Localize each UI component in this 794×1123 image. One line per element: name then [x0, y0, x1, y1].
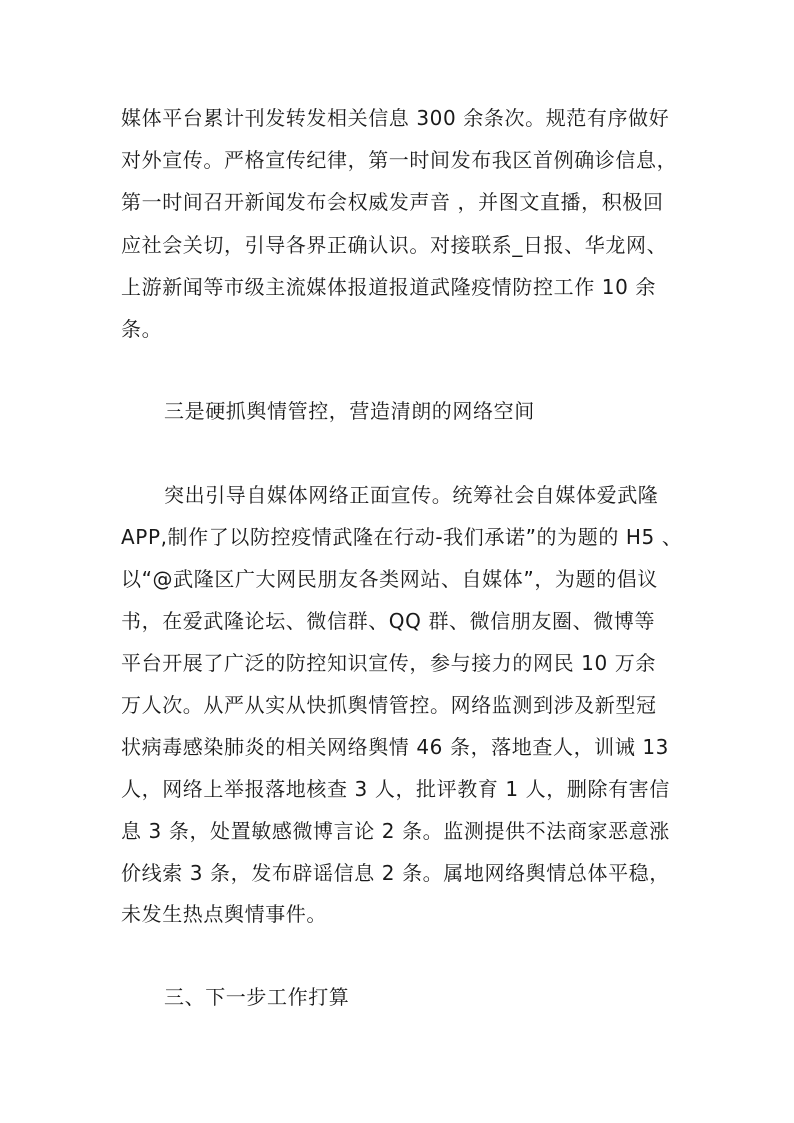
paragraph-2-line-6: 万人次。从严从实从快抓舆情管控。网络监测到涉及新型冠	[121, 693, 657, 717]
paragraph-1-line-1: 媒体平台累计刊发转发相关信息 300 余条次。规范有序做好	[121, 106, 670, 130]
paragraph-2-line-3: 以“@武隆区广大网民朋友各类网站、自媒体”，为题的倡议	[121, 567, 658, 591]
section-heading-1: 三是硬抓舆情管控，营造清朗的网络空间	[164, 399, 535, 423]
paragraph-2-line-9: 息 3 条，处置敏感微博言论 2 条。监测提供不法商家恶意涨	[121, 819, 670, 843]
paragraph-2-line-8: 人，网络上举报落地核查 3 人，批评教育 1 人，删除有害信	[121, 777, 670, 801]
paragraph-2-line-10: 价线索 3 条，发布辟谣信息 2 条。属地网络舆情总体平稳，	[121, 861, 670, 885]
paragraph-2-line-1: 突出引导自媒体网络正面宣传。统筹社会自媒体爱武隆	[164, 483, 659, 507]
paragraph-2-line-4: 书，在爱武隆论坛、微信群、QQ 群、微信朋友圈、微博等	[121, 609, 656, 633]
paragraph-1-line-2: 对外宣传。严格宣传纪律，第一时间发布我区首例确诊信息，	[121, 148, 678, 172]
paragraph-1-line-6: 条。	[121, 317, 163, 341]
section-heading-2: 三、下一步工作打算	[164, 985, 350, 1009]
paragraph-1-line-5: 上游新闻等市级主流媒体报道报道武隆疫情防控工作 10 余	[121, 275, 656, 299]
paragraph-2-line-7: 状病毒感染肺炎的相关网络舆情 46 条，落地查人，训诫 13	[121, 735, 669, 759]
paragraph-1-line-4: 应社会关切，引导各界正确认识。对接联系_日报、华龙网、	[121, 233, 668, 257]
paragraph-2-line-2: APP,制作了以防控疫情武隆在行动-我们承诺”的为题的 H5 、	[121, 525, 683, 549]
paragraph-2-line-5: 平台开展了广泛的防控知识宣传，参与接力的网民 10 万余	[121, 651, 656, 675]
paragraph-1-line-3: 第一时间召开新闻发布会权威发声音 ，并图文直播，积极回	[121, 190, 664, 214]
paragraph-2-line-11: 未发生热点舆情事件。	[121, 902, 327, 926]
